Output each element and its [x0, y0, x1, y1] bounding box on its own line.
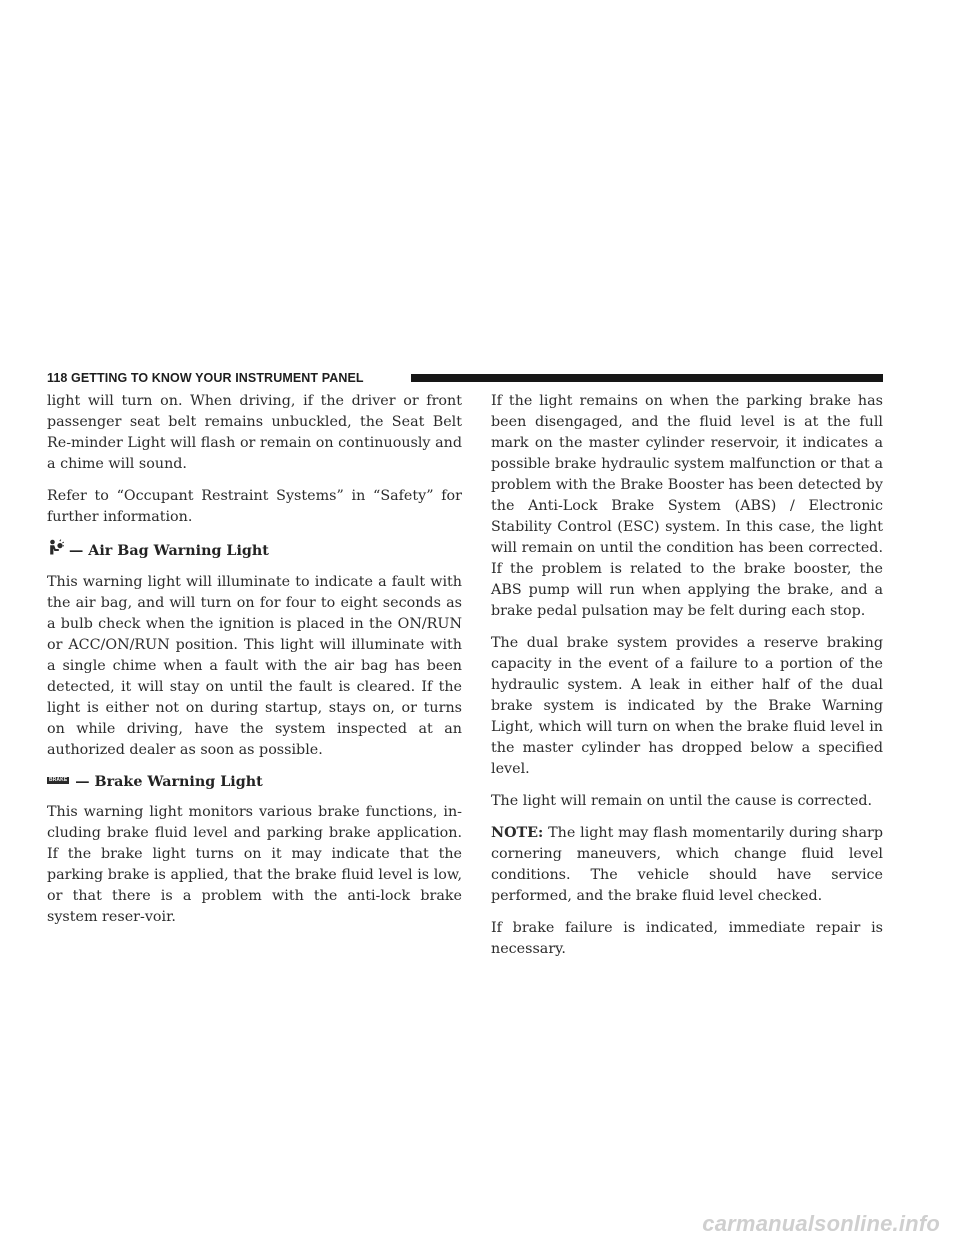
note-paragraph	[491, 823, 883, 907]
page-number: 118	[47, 371, 68, 385]
brake-heading-text: — Brake Warning Light	[75, 774, 263, 790]
page-header	[47, 370, 883, 386]
airbag-paragraph: This warning light will illuminate to indicate a fault with the air bag, and will turn on for four to eight seconds as a bulb check when the ignition is placed in the ON/RUN or ACC/ON/RUN position. This light will illuminate with a single chime when a fault with the air bag has been detected, it will stay on until the fault is cleared. If the light is either not on during startup, stays on, or turns on while driving, have the system inspected at an authorized dealer as soon as possible.	[47, 574, 462, 758]
brake-heading	[47, 772, 462, 793]
refer-paragraph: Refer to “Occupant Restraint Systems” in “Safety” for further information.	[47, 488, 462, 525]
header-text	[47, 370, 364, 386]
note-text: The light may flash momentarily during sharp cornering maneuvers, which change fluid level conditions. The vehicle should have service performed, and the brake fluid level checked.	[491, 825, 883, 904]
left-column	[47, 391, 462, 939]
brake-paragraph: This warning light monitors various brake functions, in-cluding brake fluid level and parking brake application. If the brake light turns on it may indicate that the parking brake is applied, that the brake fluid level is low, or that there is a problem with the anti-lock brake system reser-voir.	[47, 804, 462, 925]
remain-on-paragraph: The light will remain on until the cause is corrected.	[491, 793, 873, 809]
seat-belt-paragraph: light will turn on. When driving, if the driver or front passenger seat belt remains unbuckled, the Seat Belt Re-minder Light will flash or remain on continuously and a chime will sound.	[47, 393, 462, 472]
brake-failure-paragraph: If brake failure is indicated, immediate repair is necessary.	[491, 920, 883, 957]
watermark: carmanualsonline.info	[702, 1211, 940, 1236]
brake-warning-icon: BRAKE	[49, 777, 68, 783]
right-column	[491, 391, 883, 971]
section-title: GETTING TO KNOW YOUR INSTRUMENT PANEL	[71, 371, 364, 385]
airbag-warning-icon	[47, 539, 64, 563]
header-rule	[411, 374, 883, 382]
airbag-heading	[47, 539, 462, 563]
airbag-heading-text: — Air Bag Warning Light	[69, 542, 269, 559]
dual-brake-paragraph: The dual brake system provides a reserve braking capacity in the event of a failure to a portion of the hydraulic system. A leak in either half of the dual brake system is indicated by the Brake Warning Light, which will turn on when the brake fluid level in the master cylinder has dropped below a specified level.	[491, 635, 883, 777]
note-label: NOTE:	[491, 825, 544, 841]
parking-brake-paragraph: If the light remains on when the parking brake has been disengaged, and the fluid level is at the full mark on the master cylinder reservoir, it indicates a possible brake hydraulic system malfunction or that a problem with the Brake Booster has been detected by the Anti-Lock Brake System (ABS) / Electronic Stability Control (ESC) system. In this case, the light will remain on until the condition has been corrected. If the problem is related to the brake booster, the ABS pump will run when applying the brake, and a brake pedal pulsation may be felt during each stop.	[491, 393, 883, 619]
